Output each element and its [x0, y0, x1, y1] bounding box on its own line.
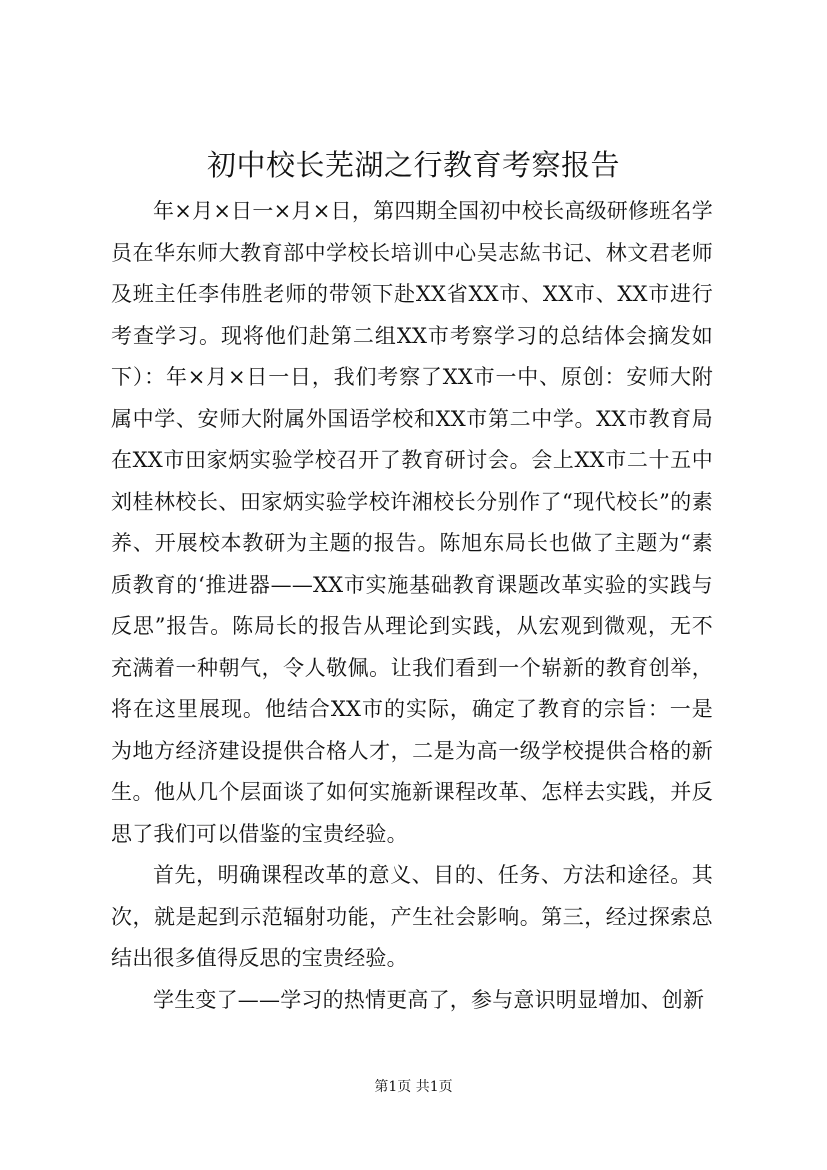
paragraph-3: 学生变了——学习的热情更高了，参与意识明显增加、创新 — [153, 987, 705, 1012]
document-title: 初中校长芜湖之行教育考察报告 — [206, 148, 620, 182]
document-body — [111, 191, 713, 1021]
paragraph-2: 首先，明确课程改革的意义、目的、任务、方法和途径。其次，就是起到示范辐射功能，产生社会影响。第三，经过探索总结出很多值得反思的宝贵经验。 — [111, 863, 713, 970]
page-footer: 第1页 共1页 — [374, 1079, 453, 1095]
paragraph-1: 年×月×日一×月×日，第四期全国初中校长高级研修班名学员在华东师大教育部中学校长培训中心吴志紘书记、林文君老师及班主任李伟胜老师的带领下赴XX省XX市、XX市、XX市进行考查学习。现将他们赴第二组XX市考察学习的总结体会摘发如下）：年×月×日一日，我们考察了XX市一中、原创：安师大附属中学、安师大附属外国语学校和XX市第二中学。XX市教育局在XX市田家炳实验学校召开了教育研讨会。会上XX市二十五中刘桂林校长、田家炳实验学校许湘校长分别作了“现代校长”的素养、开展校本教研为主题的报告。陈旭东局长也做了主题为“素质教育的‘推进器——XX市实施基础教育课题改革实验的实践与反思”报告。陈局长的报告从理论到实践，从宏观到微观，无不充满着一种朝气，令人敬佩。让我们看到一个崭新的教育创举，将在这里展现。他结合XX市的实际，确定了教育的宗旨：一是为地方经济建设提供合格人才，二是为高一级学校提供合格的新生。他从几个层面谈了如何实施新课程改革、怎样去实践，并反思了我们可以借鉴的宝贵经验。 — [111, 199, 713, 846]
